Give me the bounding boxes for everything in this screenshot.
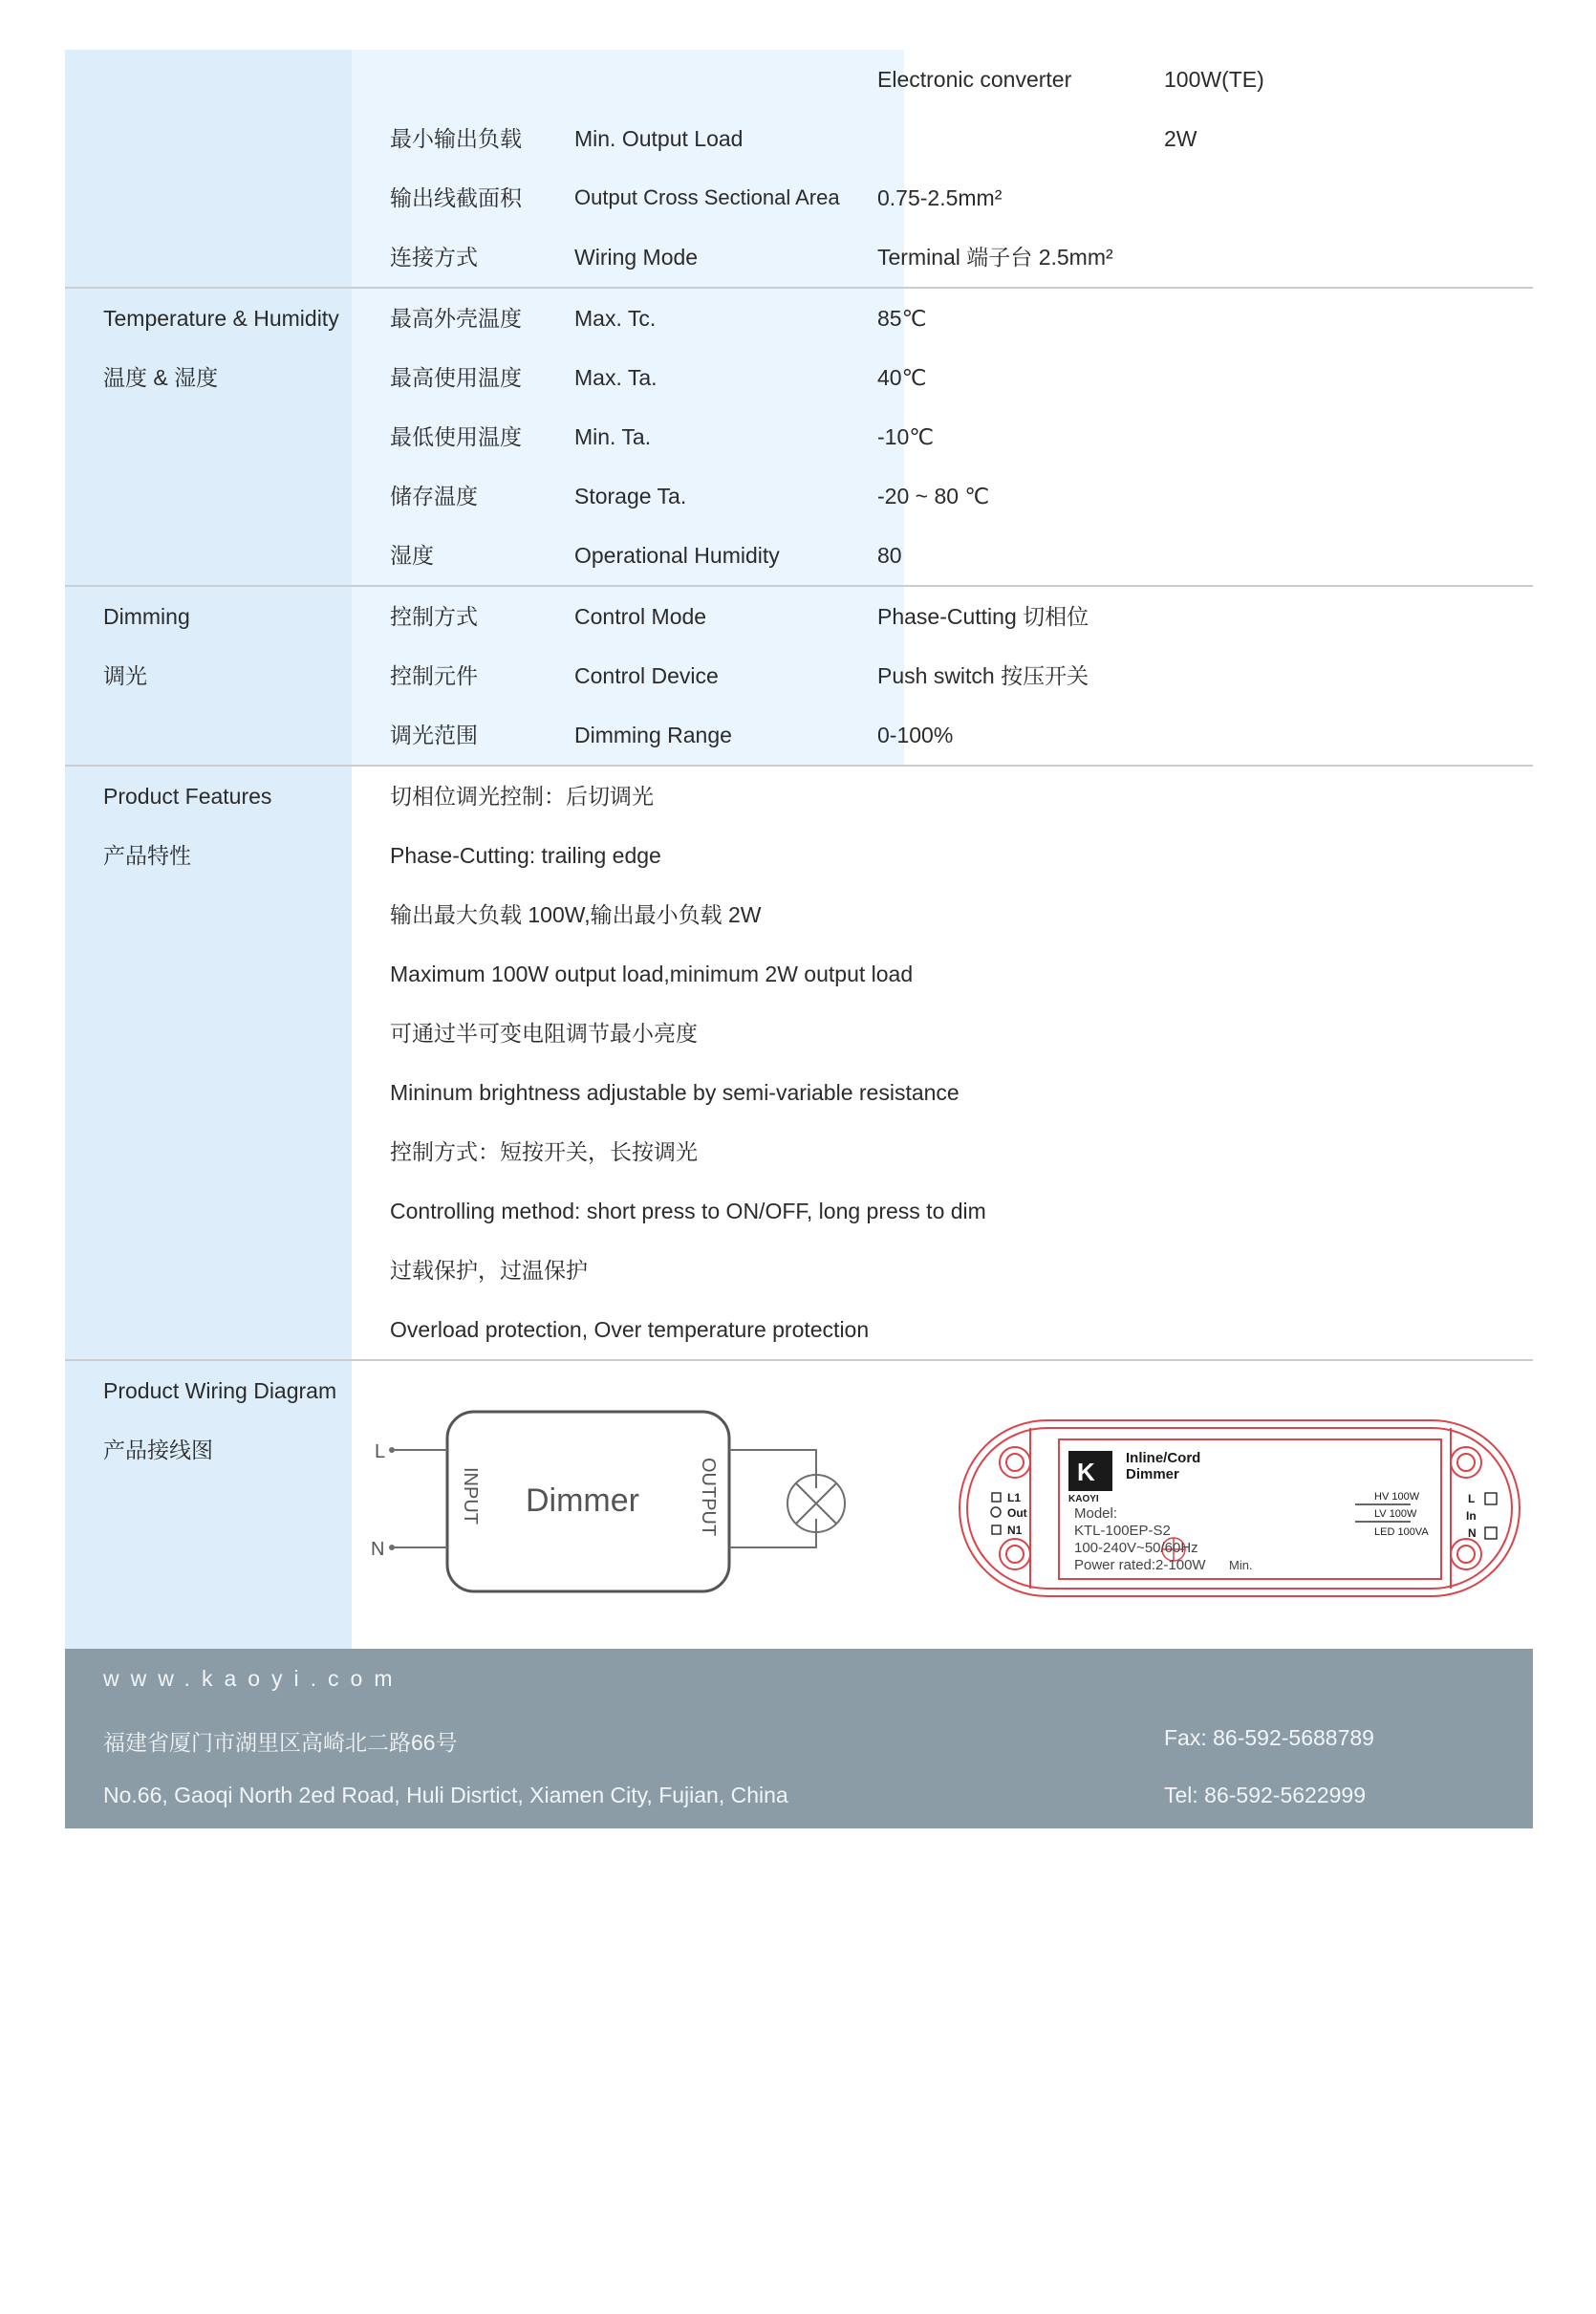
schematic-label-n: N <box>371 1539 385 1560</box>
feature-line: 过载保护，过温保护 <box>390 1258 588 1283</box>
spec-value: 0-100% <box>877 723 954 747</box>
schematic-input-label: INPUT <box>460 1467 481 1525</box>
website-link[interactable]: www.kaoyi.com <box>103 1666 404 1691</box>
spec-label-zh: 调光范围 <box>390 723 478 747</box>
device-load-led: LED 100VA <box>1374 1526 1429 1538</box>
spec-label-en: Storage Ta. <box>574 484 687 508</box>
device-terminal-n: N <box>1468 1526 1477 1540</box>
spec-label-zh: 最低使用温度 <box>390 424 522 449</box>
spec-label-en: Operational Humidity <box>574 543 780 568</box>
spec-label-zh: 湿度 <box>390 543 434 568</box>
spec-row <box>65 109 1533 168</box>
spec-label-en: Wiring Mode <box>574 245 699 270</box>
spec-value: Push switch 按压开关 <box>877 663 1089 688</box>
schematic-label-l: L <box>375 1441 386 1462</box>
feature-line: Phase-Cutting: trailing edge <box>390 843 661 868</box>
device-load-lv: LV 100W <box>1374 1508 1417 1520</box>
device-terminal-n1: N1 <box>1007 1524 1023 1537</box>
features-section <box>65 767 1533 1359</box>
feature-line: Maximum 100W output load,minimum 2W output load <box>390 962 914 986</box>
spec-label-zh: 最高使用温度 <box>390 365 522 390</box>
spec-row <box>65 168 1533 227</box>
schematic-output-label: OUTPUT <box>698 1458 719 1537</box>
spec-label-en: Control Mode <box>574 604 707 629</box>
section-title-en: Product Wiring Diagram <box>103 1378 337 1403</box>
device-terminal-l: L <box>1468 1492 1476 1505</box>
section-title-en: Dimming <box>103 604 190 629</box>
spec-label-zh: 储存温度 <box>390 484 478 508</box>
spec-value: -20 ~ 80 ℃ <box>877 484 990 508</box>
feature-line: 切相位调光控制：后切调光 <box>390 784 654 809</box>
spec-label-zh: 控制方式 <box>390 604 478 629</box>
spec-label-en: Min. Ta. <box>574 424 652 449</box>
feature-line: 控制方式：短按开关，长按调光 <box>390 1139 698 1164</box>
device-terminal-out: Out <box>1007 1506 1027 1520</box>
spec-value-secondary: 2W <box>1164 126 1197 151</box>
spec-label-en: Control Device <box>574 663 719 688</box>
device-min-label: Min. <box>1229 1558 1253 1572</box>
section-title-zh: 温度 & 湿度 <box>103 365 219 390</box>
spec-label-zh: 控制元件 <box>390 663 478 688</box>
device-terminal-l1: L1 <box>1007 1491 1022 1504</box>
device-power: Power rated:2-100W <box>1074 1557 1206 1573</box>
spec-label-en: Dimming Range <box>574 723 732 747</box>
spec-label-en: Max. Ta. <box>574 365 658 390</box>
spec-value: Terminal 端子台 2.5mm² <box>877 245 1113 270</box>
temperature-section <box>65 289 1533 585</box>
footer <box>65 1649 1533 1828</box>
device-name-line2: Dimmer <box>1126 1466 1179 1482</box>
spec-label-en: Max. Tc. <box>574 306 657 331</box>
device-input: 100-240V~50/60Hz <box>1074 1540 1198 1556</box>
section-title-zh: 产品接线图 <box>103 1438 213 1462</box>
schematic-dimmer-label: Dimmer <box>526 1482 639 1519</box>
spec-value: Electronic converter <box>877 67 1072 92</box>
section-title-zh: 产品特性 <box>103 843 191 868</box>
device-terminal-in: In <box>1466 1509 1477 1523</box>
svg-text:K: K <box>1077 1458 1095 1486</box>
spec-label-zh: 连接方式 <box>390 245 478 270</box>
address-zh: 福建省厦门市湖里区高崎北二路66号 <box>103 1730 458 1755</box>
spec-table <box>65 50 1533 1657</box>
dimming-section <box>65 587 1533 765</box>
feature-line: Overload protection, Over temperature protection <box>390 1317 870 1342</box>
spec-value: Phase-Cutting 切相位 <box>877 604 1089 629</box>
spec-value: 40℃ <box>877 365 927 390</box>
spec-label-zh: 最小输出负载 <box>390 126 522 151</box>
section-title-en: Temperature & Humidity <box>103 306 339 331</box>
spec-label-en: Output Cross Sectional Area <box>574 185 840 209</box>
dimmer-device-drawing <box>954 1411 1527 1602</box>
device-load-hv: HV 100W <box>1374 1491 1420 1503</box>
output-section <box>65 50 1533 287</box>
device-model-label: Model: <box>1074 1505 1118 1522</box>
dimmer-schematic <box>371 1404 916 1624</box>
spec-value: -10℃ <box>877 424 935 449</box>
section-title-en: Product Features <box>103 784 272 809</box>
address-en: No.66, Gaoqi North 2ed Road, Huli Disrtict, Xiamen City, Fujian, China <box>103 1783 788 1807</box>
spec-value-secondary: 100W(TE) <box>1164 67 1264 92</box>
section-title-zh: 调光 <box>103 663 147 688</box>
spec-label-en: Min. Output Load <box>574 126 744 151</box>
spec-label-zh: 最高外壳温度 <box>390 306 522 331</box>
device-model: KTL-100EP-S2 <box>1074 1523 1171 1539</box>
spec-value: 80 <box>877 543 902 568</box>
fax-number: Fax: 86-592-5688789 <box>1164 1725 1374 1750</box>
feature-line: Mininum brightness adjustable by semi-variable resistance <box>390 1080 960 1105</box>
feature-line: 输出最大负载 100W,输出最小负载 2W <box>390 902 762 927</box>
spec-value: 0.75-2.5mm² <box>877 185 1003 210</box>
spec-row <box>65 50 1533 109</box>
spec-value: 85℃ <box>877 306 927 331</box>
tel-number: Tel: 86-592-5622999 <box>1164 1783 1366 1807</box>
spec-row <box>65 227 1533 287</box>
device-name-line1: Inline/Cord <box>1126 1450 1201 1466</box>
feature-line: 可通过半可变电阻调节最小亮度 <box>390 1021 698 1046</box>
feature-line: Controlling method: short press to ON/OFF, long press to dim <box>390 1199 986 1223</box>
wiring-section <box>65 1361 1533 1657</box>
spec-label-zh: 输出线截面积 <box>390 185 522 210</box>
device-logo-text: KAOYI <box>1068 1494 1099 1504</box>
